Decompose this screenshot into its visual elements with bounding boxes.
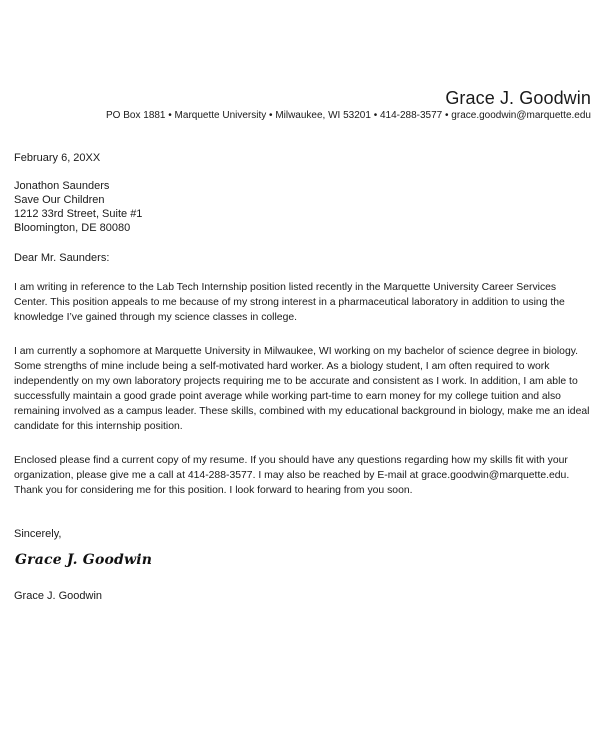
sender-name: Grace J. Goodwin	[445, 88, 591, 108]
recipient-name: Jonathon Saunders	[14, 180, 110, 192]
paragraph-line: Enclosed please find a current copy of my resume. If you should have any questions regarding how my skills fit with your	[14, 455, 568, 466]
paragraph-line: candidate for this internship position.	[14, 421, 183, 432]
letter-date: February 6, 20XX	[14, 152, 101, 164]
closing: Sincerely,	[14, 528, 62, 540]
recipient-city: Bloomington, DE 80080	[14, 222, 131, 234]
paragraph-line: I am writing in reference to the Lab Tech Internship position listed recently in the Marquette University Career Services	[14, 282, 557, 293]
paragraph-line: Thank you for considering me for this position. I look forward to hearing from you soon.	[14, 485, 413, 496]
paragraph-line: successfully maintain a good grade point average while working part-time to earn money for my college tuition and also	[14, 391, 561, 402]
recipient-street: 1212 33rd Street, Suite #1	[14, 208, 143, 220]
paragraph-line: organization, please give me a call at 414-288-3577. I may also be reached by E-mail at grace.goodwin@marquette.edu.	[14, 470, 570, 481]
recipient-address	[14, 179, 142, 235]
paragraph-line: independently on my own laboratory projects requiring me to be accurate and consistent as I work. In addition, I am able to	[14, 376, 578, 387]
handwritten-signature: Grace J. Goodwin	[15, 552, 153, 568]
typed-name: Grace J. Goodwin	[14, 590, 103, 602]
recipient-organization: Save Our Children	[14, 194, 105, 206]
body-paragraph-3	[14, 453, 569, 498]
paragraph-line: knowledge I’ve gained through my science classes in college.	[14, 312, 298, 323]
paragraph-line: I am currently a sophomore at Marquette University in Milwaukee, WI working on my bachelor of science degree in biology.	[14, 346, 579, 357]
salutation: Dear Mr. Saunders:	[14, 252, 110, 264]
paragraph-line: remaining involved as a campus leader. These skills, combined with my educational background in biology, make me an ideal	[14, 406, 590, 417]
sender-address: PO Box 1881 • Marquette University • Milwaukee, WI 53201 • 414-288-3577 • grace.goodwin@marquette.edu	[106, 110, 591, 121]
body-paragraph-1	[14, 280, 565, 325]
body-paragraph-2	[14, 344, 589, 434]
paragraph-line: Some strengths of mine include being a self-motivated hard worker. As a biology student, I am often required to work	[14, 361, 550, 372]
paragraph-line: Center. This position appeals to me because of my strong interest in a pharmaceutical laboratory in addition to using the	[14, 297, 565, 308]
